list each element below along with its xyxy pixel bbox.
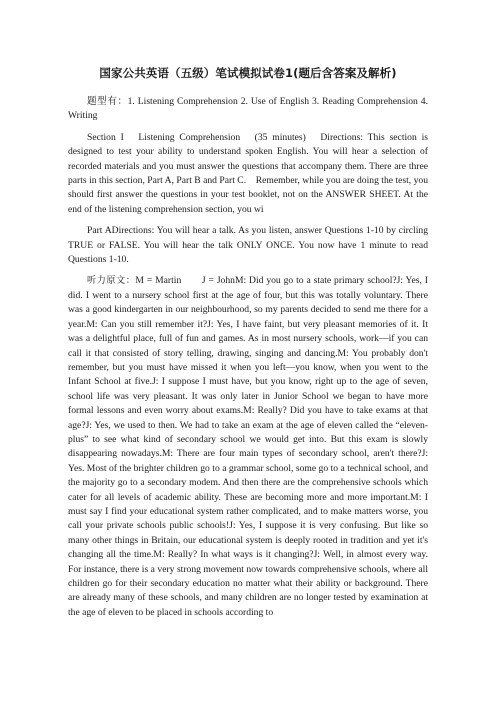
section-intro: Section I Listening Comprehension (35 minutes) Directions: This section is designed to test your ability to understand spoken English. You will hear a selection of recorded materials and you must answer the questions that accompany them. There are three parts in this section, Part A, Part B and Part C. Remember, while you are doing the test, you should first answer the questions in your test booklet, not on the ANSWER SHEET. At the end of the listening comprehension section, you wi: [68, 131, 428, 215]
document-title: 国家公共英语（五级）笔试模拟试卷1(题后含答案及解析): [99, 66, 397, 80]
question-types: 题型有：1. Listening Comprehension 2. Use of English 3. Reading Comprehension 4. Writing: [68, 96, 428, 122]
transcript-body: M = Martin J = JohnM: Did you go to a state primary school?J: Yes, I did. I went to a nursery school first at the age of four, but this was totally voluntary. There was a good kindergarten in our neighbourhood, so my parents decided to send me there for a year.M: Can you still remember it?J: Yes, I have faint, but very pleasant memories of it. It was a delightful place, full of fun and games. As in most nursery schools, work—if you can call it that consisted of story telling, drawing, singing and dancing.M: You probably don't remember, but you must have missed it when you left—you know, when you went to the Infant School at five.J: I suppose I must have, but you know, right up to the age of seven, school life was very pleasant. It was only later in Junior School we began to have more formal lessons and even worry about exams.M: Really? Did you have to take exams at that age?J: Yes, we used to then. We had to take an exam at the age of eleven called the “eleven-plus” to see what kind of secondary school we would get into. But this exam is slowly disappearing nowadays.M: There are four main types of secondary school, aren't there?J: Yes. Most of the brighter children go to a grammar school, some go to a technical school, and the majority go to a secondary modem. And then there are the comprehensive schools which cater for all levels of academic ability. These are becoming more and more important.M: I must say I find your educational system rather complicated, and to make matters worse, you call your private schools public schools!J: Yes, I suppose it is very confusing. But like so many other things in Britain, our educational system is deeply rooted in tradition and yet it's changing all the time.M: Really? In what ways is it changing?J: Well, in almost every way. For instance, there is a very strong movement now towards comprehensive schools, where all children go for their secondary education no matter what their ability or background. There are already many of these schools, and many children are no longer tested by examination at the age of eleven to be placed in schools according to: [68, 275, 429, 618]
part-a-directions: Part ADirections: You will hear a talk. As you listen, answer Questions 1-10 by circling TRUE or FALSE. You will hear the talk ONLY ONCE. You now have 1 minute to read Questions 1-10.: [68, 225, 428, 266]
transcript-paragraph: [68, 274, 428, 620]
transcript-label: 听力原文：: [87, 275, 136, 287]
